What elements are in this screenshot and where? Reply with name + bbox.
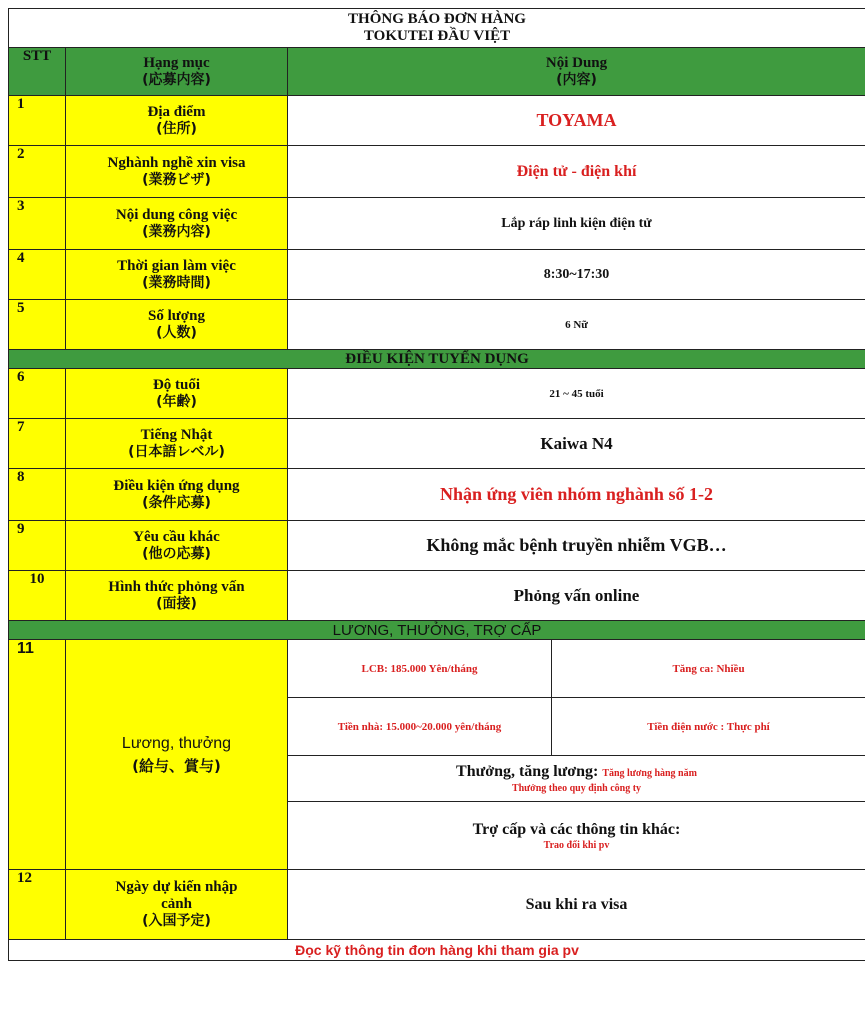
overtime: Tăng ca: Nhiều — [552, 640, 865, 698]
row-number: 9 — [9, 521, 66, 571]
bonus-label: Thưởng, tăng lương: — [456, 762, 599, 780]
job-order-table — [8, 8, 865, 961]
title-line-2: TOKUTEI ĐẦU VIỆT — [363, 28, 511, 44]
table-row — [9, 369, 865, 419]
row-number: 10 — [9, 571, 66, 621]
row-number: 6 — [9, 369, 66, 419]
job-order-document — [8, 8, 865, 1016]
table-row — [9, 250, 865, 300]
table-row — [9, 571, 865, 621]
section-conditions-heading: ĐIỀU KIỆN TUYỂN DỤNG — [9, 350, 865, 369]
row-label-jp: (人数) — [156, 324, 197, 341]
table-row — [9, 300, 865, 350]
row-value: Phỏng vấn online — [288, 571, 865, 621]
row-label-jp: (条件応募) — [142, 494, 211, 511]
row-number: 12 — [9, 870, 66, 940]
row-value: Lắp ráp linh kiện điện tử — [288, 198, 865, 250]
housing-cost: Tiền nhà: 15.000~20.000 yên/tháng — [288, 698, 552, 756]
row-label — [66, 419, 288, 469]
row-label-jp: (業務内容) — [142, 223, 211, 240]
row-label-vi: Hình thức phỏng vấn — [108, 578, 245, 595]
row-number: 7 — [9, 419, 66, 469]
header-content-jp: (内容) — [556, 71, 597, 88]
row-label — [66, 250, 288, 300]
allowance-label: Trợ cấp và các thông tin khác: — [472, 820, 681, 838]
row-value: Nhận ứng viên nhóm nghành số 1-2 — [288, 469, 865, 521]
footer-note: Đọc kỹ thông tin đơn hàng khi tham gia pv — [9, 940, 865, 961]
row-label — [66, 870, 288, 940]
row-label-vi: Nội dung công việc — [115, 206, 238, 223]
row-label-jp: (日本語レベル) — [128, 443, 225, 460]
table-row — [9, 146, 865, 198]
header-stt: STT — [9, 48, 66, 96]
table-row — [9, 419, 865, 469]
row-label — [66, 146, 288, 198]
row-number: 1 — [9, 96, 66, 146]
row-label — [66, 571, 288, 621]
row-label-jp: (他の応募) — [142, 545, 211, 562]
header-content-vi: Nội Dung — [545, 54, 608, 71]
header-category — [66, 48, 288, 96]
title-line-1: THÔNG BÁO ĐƠN HÀNG — [348, 11, 526, 27]
header-category-jp: (応募内容) — [142, 71, 211, 88]
header-content — [288, 48, 865, 96]
document-title — [9, 9, 865, 48]
row-number: 5 — [9, 300, 66, 350]
row-label — [66, 521, 288, 571]
row-number: 4 — [9, 250, 66, 300]
row-number: 8 — [9, 469, 66, 521]
title-row — [9, 9, 865, 48]
table-row — [9, 198, 865, 250]
row-label — [66, 469, 288, 521]
row-value: Sau khi ra visa — [288, 870, 865, 940]
row-value: 8:30~17:30 — [288, 250, 865, 300]
salary-label-jp: (給与、賞与) — [132, 756, 221, 775]
row-label-jp: (面接) — [156, 595, 197, 612]
footer-row — [9, 940, 865, 961]
row-value: 6 Nữ — [288, 300, 865, 350]
table-row — [9, 96, 865, 146]
section-salary-heading: LƯƠNG, THƯỞNG, TRỢ CẤP — [9, 621, 865, 640]
allowance-cell — [288, 802, 865, 870]
row-label-vi: Điều kiện ứng dụng — [113, 477, 240, 494]
row-label-vi: Ngày dự kiến nhập — [115, 879, 238, 895]
row-label-vi: Số lượng — [148, 307, 205, 324]
table-row — [9, 521, 865, 571]
header-category-vi: Hạng mục — [143, 54, 210, 71]
salary-row — [9, 640, 865, 698]
header-row — [9, 48, 865, 96]
row-value: Điện tử - điện khí — [288, 146, 865, 198]
base-salary: LCB: 185.000 Yên/tháng — [288, 640, 552, 698]
row-label-vi: Yêu cầu khác — [133, 528, 220, 545]
row-number: 3 — [9, 198, 66, 250]
section-row — [9, 621, 865, 640]
table-row — [9, 870, 865, 940]
row-label — [66, 369, 288, 419]
row-label-jp: (住所) — [156, 120, 197, 137]
bonus-rule: Thưởng theo quy định công ty — [511, 782, 642, 794]
row-value: Kaiwa N4 — [288, 419, 865, 469]
row-label-jp: (業務ビザ) — [142, 171, 211, 188]
bonus-cell — [288, 756, 865, 802]
row-label-vi: Tiếng Nhật — [140, 426, 213, 443]
row-label — [66, 198, 288, 250]
row-label-jp: (入国予定) — [142, 913, 211, 929]
row-label-jp: (年齢) — [156, 393, 197, 410]
row-number: 11 — [9, 640, 66, 870]
bonus-raise: Tăng lương hàng năm — [602, 767, 697, 779]
section-row — [9, 350, 865, 369]
row-label-vi: Nghành nghề xin visa — [107, 154, 246, 171]
salary-label-vi: Lương, thưởng — [121, 734, 232, 752]
salary-label — [66, 640, 288, 870]
row-value: TOYAMA — [288, 96, 865, 146]
row-label-vi: Độ tuổi — [152, 376, 201, 393]
row-label-vi: Thời gian làm việc — [117, 257, 236, 274]
row-label-vi-2: cảnh — [161, 896, 192, 912]
row-label-jp: (業務時間) — [142, 274, 211, 291]
row-label — [66, 300, 288, 350]
allowance-note: Trao đổi khi pv — [543, 839, 610, 851]
table-row — [9, 469, 865, 521]
row-number: 2 — [9, 146, 66, 198]
row-label-vi: Địa điểm — [147, 103, 206, 120]
row-label — [66, 96, 288, 146]
row-value: Không mắc bệnh truyền nhiễm VGB… — [288, 521, 865, 571]
row-value: 21 ~ 45 tuổi — [288, 369, 865, 419]
utilities-cost: Tiền điện nước : Thực phí — [552, 698, 865, 756]
